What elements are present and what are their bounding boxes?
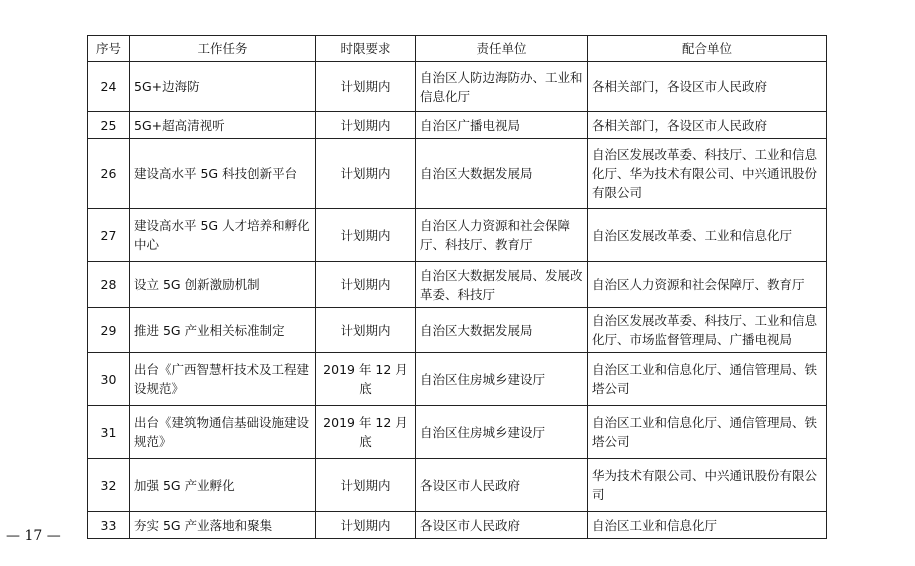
cell-assist: 自治区工业和信息化厅、通信管理局、铁塔公司 xyxy=(588,353,827,406)
cell-deadline: 2019 年 12 月底 xyxy=(316,406,416,459)
cell-assist: 自治区人力资源和社会保障厅、教育厅 xyxy=(588,262,827,308)
cell-no: 31 xyxy=(88,406,130,459)
cell-lead: 自治区人力资源和社会保障厅、科技厅、教育厅 xyxy=(416,209,588,262)
cell-lead: 自治区大数据发展局、发展改革委、科技厅 xyxy=(416,262,588,308)
cell-assist: 自治区发展改革委、科技厅、工业和信息化厅、市场监督管理局、广播电视局 xyxy=(588,308,827,353)
cell-deadline: 计划期内 xyxy=(316,512,416,539)
task-table xyxy=(87,35,827,539)
header-assist: 配合单位 xyxy=(588,36,827,62)
cell-assist: 自治区发展改革委、工业和信息化厅 xyxy=(588,209,827,262)
cell-lead: 自治区大数据发展局 xyxy=(416,139,588,209)
cell-no: 30 xyxy=(88,353,130,406)
cell-task: 建设高水平 5G 科技创新平台 xyxy=(130,139,316,209)
cell-no: 33 xyxy=(88,512,130,539)
cell-lead: 自治区大数据发展局 xyxy=(416,308,588,353)
cell-deadline: 2019 年 12 月底 xyxy=(316,353,416,406)
table-header-row xyxy=(88,36,827,62)
cell-no: 24 xyxy=(88,62,130,112)
cell-task: 出台《建筑物通信基础设施建设规范》 xyxy=(130,406,316,459)
cell-deadline: 计划期内 xyxy=(316,262,416,308)
cell-assist: 各相关部门，各设区市人民政府 xyxy=(588,62,827,112)
cell-assist: 自治区发展改革委、科技厅、工业和信息化厅、华为技术有限公司、中兴通讯股份有限公司 xyxy=(588,139,827,209)
header-lead: 责任单位 xyxy=(416,36,588,62)
cell-lead: 各设区市人民政府 xyxy=(416,459,588,512)
cell-no: 26 xyxy=(88,139,130,209)
cell-task: 夯实 5G 产业落地和聚集 xyxy=(130,512,316,539)
cell-assist: 华为技术有限公司、中兴通讯股份有限公司 xyxy=(588,459,827,512)
table-row xyxy=(88,139,827,209)
page-number: — 17 — xyxy=(6,528,61,544)
cell-task: 5G+边海防 xyxy=(130,62,316,112)
cell-task: 设立 5G 创新激励机制 xyxy=(130,262,316,308)
table-row xyxy=(88,262,827,308)
cell-deadline: 计划期内 xyxy=(316,139,416,209)
cell-assist: 各相关部门，各设区市人民政府 xyxy=(588,112,827,139)
cell-deadline: 计划期内 xyxy=(316,209,416,262)
table-row xyxy=(88,512,827,539)
cell-lead: 自治区人防边海防办、工业和信息化厅 xyxy=(416,62,588,112)
table-row xyxy=(88,406,827,459)
header-no: 序号 xyxy=(88,36,130,62)
cell-assist: 自治区工业和信息化厅、通信管理局、铁塔公司 xyxy=(588,406,827,459)
cell-no: 32 xyxy=(88,459,130,512)
cell-assist: 自治区工业和信息化厅 xyxy=(588,512,827,539)
cell-no: 28 xyxy=(88,262,130,308)
table-row xyxy=(88,353,827,406)
cell-task: 推进 5G 产业相关标准制定 xyxy=(130,308,316,353)
cell-task: 出台《广西智慧杆技术及工程建设规范》 xyxy=(130,353,316,406)
cell-deadline: 计划期内 xyxy=(316,308,416,353)
cell-lead: 自治区广播电视局 xyxy=(416,112,588,139)
table-row xyxy=(88,209,827,262)
header-deadline: 时限要求 xyxy=(316,36,416,62)
header-task: 工作任务 xyxy=(130,36,316,62)
cell-no: 27 xyxy=(88,209,130,262)
cell-deadline: 计划期内 xyxy=(316,459,416,512)
cell-no: 29 xyxy=(88,308,130,353)
cell-deadline: 计划期内 xyxy=(316,112,416,139)
cell-lead: 自治区住房城乡建设厅 xyxy=(416,406,588,459)
cell-task: 建设高水平 5G 人才培养和孵化中心 xyxy=(130,209,316,262)
cell-task: 加强 5G 产业孵化 xyxy=(130,459,316,512)
cell-task: 5G+超高清视听 xyxy=(130,112,316,139)
table-row xyxy=(88,308,827,353)
table-row xyxy=(88,62,827,112)
cell-deadline: 计划期内 xyxy=(316,62,416,112)
table-row xyxy=(88,112,827,139)
cell-lead: 自治区住房城乡建设厅 xyxy=(416,353,588,406)
cell-no: 25 xyxy=(88,112,130,139)
cell-lead: 各设区市人民政府 xyxy=(416,512,588,539)
table-row xyxy=(88,459,827,512)
